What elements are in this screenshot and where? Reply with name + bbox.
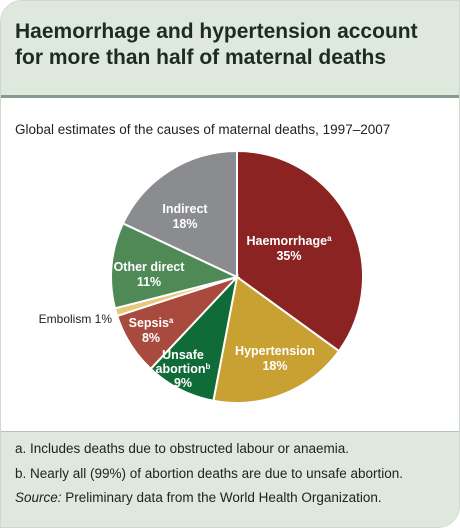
source-text: Preliminary data from the World Health Organization. [61,490,382,505]
slice-label-sepsis: Sepsis$^a$ [128,315,174,330]
slice-value-haemorrhage: 35% [276,249,302,263]
slice-value-sepsis: 8% [141,331,161,345]
slice-value-other-direct: 11% [136,275,162,289]
title-line-1: Haemorrhage and hypertension account [15,20,418,43]
footnotes [1,431,459,528]
chart-subtitle: Global estimates of the causes of maternal deaths, 1997–2007 [15,122,391,137]
slice-label-indirect: Indirect [162,202,208,216]
slice-label-haemorrhage: Haemorrhage$^a$ [246,233,332,248]
slice-label-unsafe-abortion-line2: abortion$^b$ [155,361,211,376]
title-line-2: for more than half of maternal deaths [15,46,387,69]
source-label: Source: [15,490,62,505]
slice-value-hypertension: 18% [262,359,288,373]
slice-label-embolism: Embolism 1% [38,312,112,326]
pie-chart [1,1,459,431]
slice-value-indirect: 18% [172,217,198,231]
slice-value-unsafe-abortion: 9% [173,376,193,390]
slice-label-other-direct: Other direct [113,260,185,274]
footnote-b: b. Nearly all (99%) of abortion deaths are due to unsafe abortion. [15,466,403,481]
slice-label-unsafe-abortion-line1: Unsafe [162,348,204,362]
source-note [15,490,382,505]
slice-label-hypertension: Hypertension [235,344,315,358]
footnote-a: a. Includes deaths due to obstructed labour or anaemia. [15,441,349,456]
